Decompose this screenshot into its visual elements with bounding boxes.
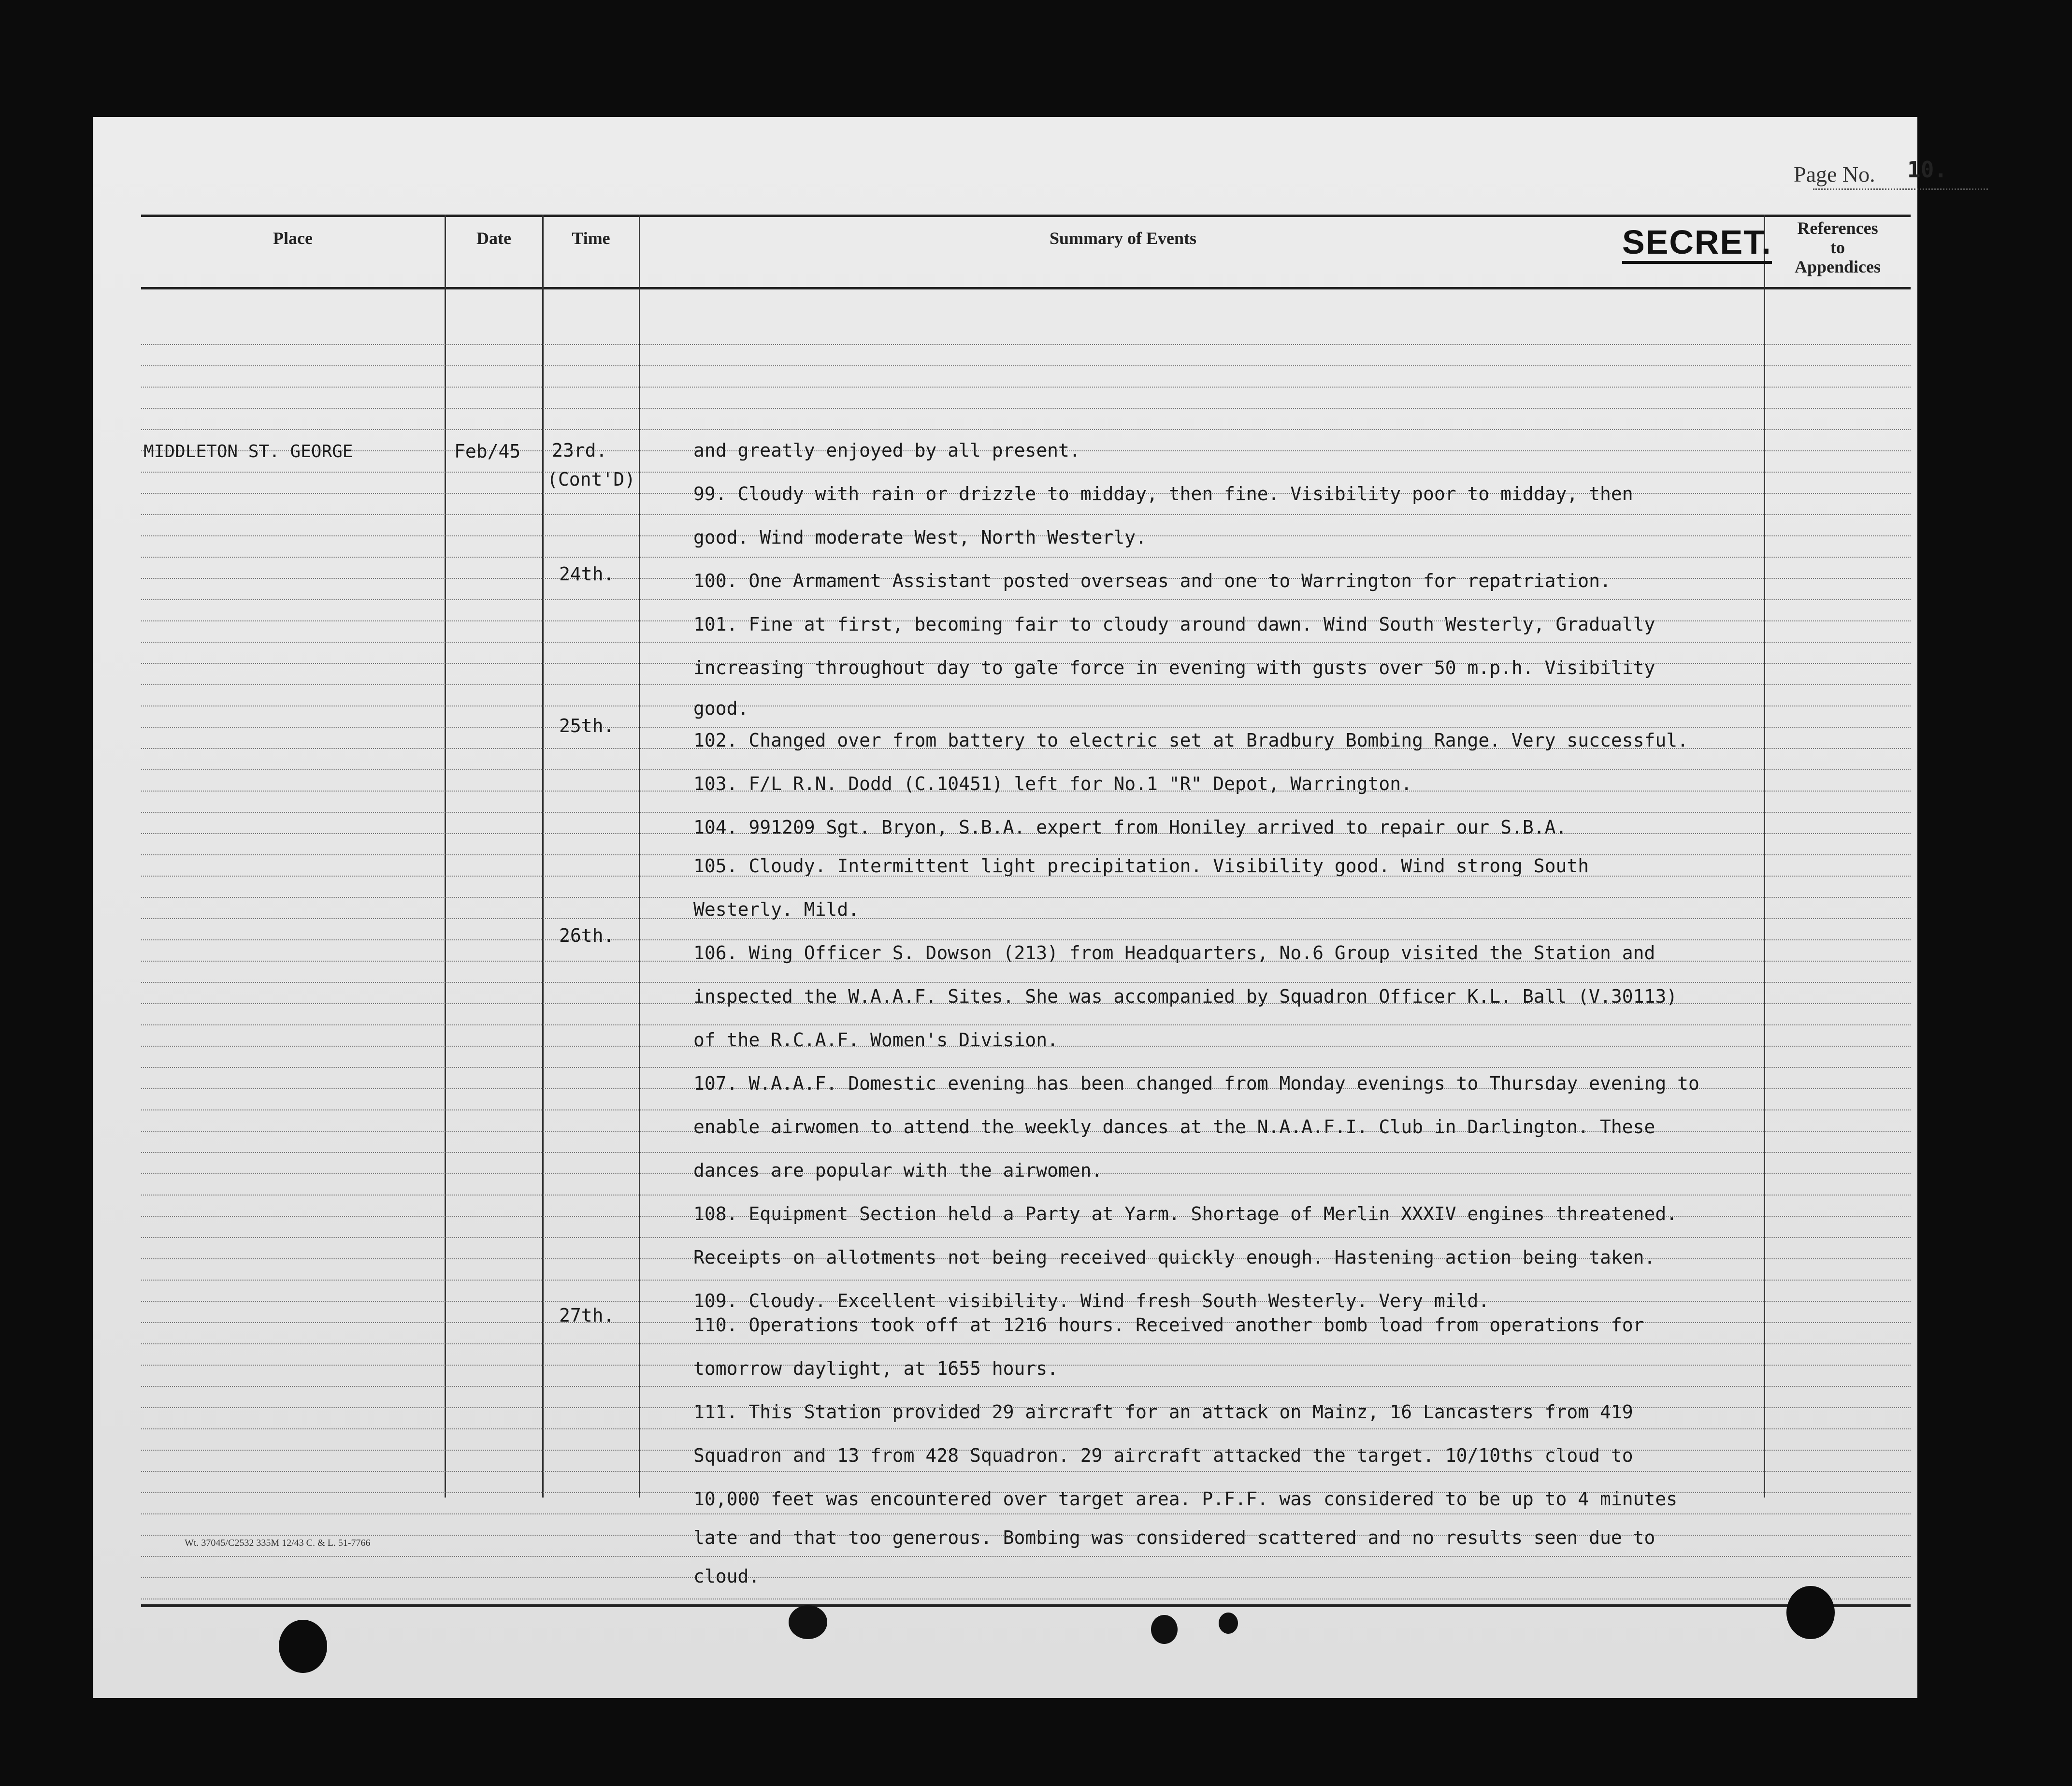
day-label: 25th. (559, 715, 615, 736)
page-number-label: Page No. (1794, 162, 1875, 187)
ruled-line (141, 939, 1911, 940)
event-line: 108. Equipment Section held a Party at Yarm. Shortage of Merlin XXXIV engines threatened. (693, 1203, 1678, 1224)
event-line: increasing throughout day to gale force in evening with gusts over 50 m.p.h. Visibility (693, 657, 1655, 678)
event-line: tomorrow daylight, at 1655 hours. (693, 1358, 1058, 1379)
event-line: 107. W.A.A.F. Domestic evening has been changed from Monday evenings to Thursday evening to (693, 1073, 1699, 1094)
event-line: 102. Changed over from battery to electric set at Bradbury Bombing Range. Very successful. (693, 730, 1689, 751)
diary-page (93, 117, 1948, 1698)
ruled-line (141, 982, 1911, 983)
ruled-line (141, 599, 1911, 600)
column-divider-summary (1764, 215, 1765, 1498)
ruled-line (141, 365, 1911, 366)
event-line: Westerly. Mild. (693, 899, 860, 920)
form-print-reference: Wt. 37045/C2532 335M 12/43 C. & L. 51-7766 (185, 1538, 371, 1548)
ruled-line (141, 557, 1911, 558)
event-line: inspected the W.A.A.F. Sites. She was accompanied by Squadron Officer K.L. Ball (V.30113) (693, 986, 1678, 1007)
table-bottom-border (141, 1604, 1911, 1607)
event-line: 106. Wing Officer S. Dowson (213) from Headquarters, No.6 Group visited the Station and (693, 942, 1655, 964)
event-line: 109. Cloudy. Excellent visibility. Wind fresh South Westerly. Very mild. (693, 1290, 1490, 1311)
header-references-line: References (1797, 218, 1878, 238)
header-references-line: to (1830, 238, 1845, 257)
column-divider-place (445, 215, 446, 1498)
ruled-line (141, 1343, 1911, 1344)
ruled-line (141, 1067, 1911, 1068)
day-label: 24th. (559, 563, 615, 585)
ruled-line (141, 1471, 1911, 1472)
ink-blot (789, 1605, 827, 1639)
place-cell: MIDDLETON ST. GEORGE (144, 442, 353, 461)
date-cell: Feb/45 (454, 441, 521, 462)
ruled-line (141, 1280, 1911, 1281)
event-line: cloud. (693, 1566, 760, 1587)
header-references-line: Appendices (1794, 257, 1881, 276)
event-line: Receipts on allotments not being received quickly enough. Hastening action being taken. (693, 1247, 1655, 1268)
ruled-line (141, 1513, 1911, 1514)
event-line: good. Wind moderate West, North Westerly. (693, 527, 1147, 548)
ink-blot (1219, 1613, 1238, 1634)
event-line: 111. This Station provided 29 aircraft for an attack on Mainz, 16 Lancasters from 419 (693, 1401, 1633, 1423)
header-summary: Summary of Events (1050, 229, 1196, 248)
ruled-line (141, 1556, 1911, 1557)
page-number-underline (1813, 188, 1988, 190)
event-line: 103. F/L R.N. Dodd (C.10451) left for No.1 "R" Depot, Warrington. (693, 773, 1412, 794)
day-label: 23rd. (552, 440, 607, 461)
ruled-line (141, 1109, 1911, 1110)
table-top-border (141, 215, 1911, 217)
ruled-line (141, 514, 1911, 515)
ruled-line (141, 1577, 1911, 1578)
ruled-line (141, 429, 1911, 430)
header-divider (141, 287, 1911, 289)
binder-hole (279, 1620, 327, 1673)
event-line: late and that too generous. Bombing was considered scattered and no results seen due to (693, 1527, 1655, 1548)
ruled-line (141, 344, 1911, 345)
day-label: (Cont'D) (547, 469, 636, 490)
event-line: Squadron and 13 from 428 Squadron. 29 aircraft attacked the target. 10/10ths cloud to (693, 1445, 1633, 1466)
ink-blot (1151, 1615, 1178, 1644)
ruled-line (141, 1428, 1911, 1429)
event-line: 104. 991209 Sgt. Bryon, S.B.A. expert from Honiley arrived to repair our S.B.A. (693, 817, 1567, 838)
events-table (141, 215, 1911, 1610)
day-label: 27th. (559, 1305, 615, 1326)
page-number: 10. (1907, 157, 1948, 183)
ruled-line (141, 918, 1911, 919)
header-references (1765, 218, 1911, 276)
ruled-line (141, 812, 1911, 813)
ruled-line (141, 1386, 1911, 1387)
event-line: 10,000 feet was encountered over target area. P.F.F. was considered to be up to 4 minutes (693, 1488, 1678, 1510)
event-line: 100. One Armament Assistant posted overseas and one to Warrington for repatriation. (693, 570, 1611, 591)
ruled-line (141, 897, 1911, 898)
header-place: Place (273, 229, 313, 248)
binder-hole (1786, 1586, 1835, 1639)
event-line: 105. Cloudy. Intermittent light precipitation. Visibility good. Wind strong South (693, 855, 1589, 877)
event-line: 101. Fine at first, becoming fair to cloudy around dawn. Wind South Westerly, Gradually (693, 614, 1655, 635)
ruled-line (141, 727, 1911, 728)
ruled-line (141, 1152, 1911, 1153)
header-date: Date (476, 229, 511, 248)
ruled-line (141, 1024, 1911, 1025)
event-line: 99. Cloudy with rain or drizzle to midday, then fine. Visibility poor to midday, then (693, 483, 1633, 504)
ruled-line (141, 684, 1911, 685)
ruled-line (141, 769, 1911, 770)
ruled-line (141, 642, 1911, 643)
event-line: and greatly enjoyed by all present. (693, 440, 1080, 461)
day-label: 26th. (559, 925, 615, 946)
event-line: enable airwomen to attend the weekly dances at the N.A.A.F.I. Club in Darlington. These (693, 1116, 1655, 1138)
ruled-line (141, 408, 1911, 409)
ruled-line (141, 472, 1911, 473)
header-time: Time (572, 229, 610, 248)
ruled-line (141, 1237, 1911, 1238)
ruled-line (141, 387, 1911, 388)
event-line: of the R.C.A.F. Women's Division. (693, 1029, 1058, 1051)
column-divider-time (639, 215, 640, 1498)
secret-stamp: SECRET. (1622, 223, 1772, 264)
event-line: dances are popular with the airwomen. (693, 1160, 1103, 1181)
event-line: 110. Operations took off at 1216 hours. Received another bomb load from operations for (693, 1314, 1644, 1336)
column-divider-date (542, 215, 544, 1498)
event-line: good. (693, 698, 749, 719)
